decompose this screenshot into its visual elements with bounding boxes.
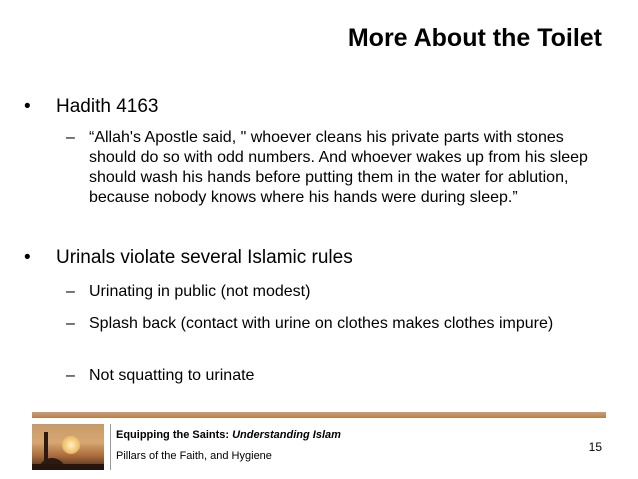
dash-icon: – [66, 129, 75, 146]
footer-subtitle: Pillars of the Faith, and Hygiene [116, 450, 272, 462]
bullet-text: Urinals violate several Islamic rules [56, 247, 353, 268]
sun-shape [62, 436, 80, 454]
page-number: 15 [588, 440, 602, 454]
footer-course-title [116, 429, 341, 441]
footer-separator [110, 424, 111, 470]
footer-divider [32, 412, 606, 418]
mosque-sunset-image [32, 424, 104, 470]
dash-icon: – [66, 283, 75, 300]
bullet-hadith [24, 95, 158, 118]
footer-course-prefix: Equipping the Saints: [116, 429, 233, 441]
sub-item-text: Urinating in public (not modest) [89, 283, 311, 300]
sub-item-text: “Allah's Apostle said, " whoever cleans his private parts with stones should do so with odd numbers. And whoever wakes up from his sleep should wash his hands before putting them in the water for ablution, because nobody knows where his hands were during sleep.” [89, 129, 588, 206]
ground-shape [32, 464, 104, 470]
dash-icon: – [66, 367, 75, 384]
sub-item-text: Splash back (contact with urine on clothes makes clothes impure) [89, 315, 554, 332]
footer-course-italic: Understanding Islam [232, 429, 341, 441]
dash-icon: – [66, 315, 75, 332]
bullet-icon: • [24, 96, 31, 117]
bullet-urinals [24, 246, 353, 269]
sub-item-splash [66, 314, 611, 334]
bullet-icon: • [24, 247, 31, 268]
sub-item-public [66, 282, 611, 302]
bullet-text: Hadith 4163 [56, 96, 159, 117]
sub-item-squatting [66, 366, 611, 386]
sub-item-text: Not squatting to urinate [89, 367, 255, 384]
sub-item-hadith-quote [66, 128, 611, 208]
slide-title: More About the Toilet [347, 24, 602, 52]
